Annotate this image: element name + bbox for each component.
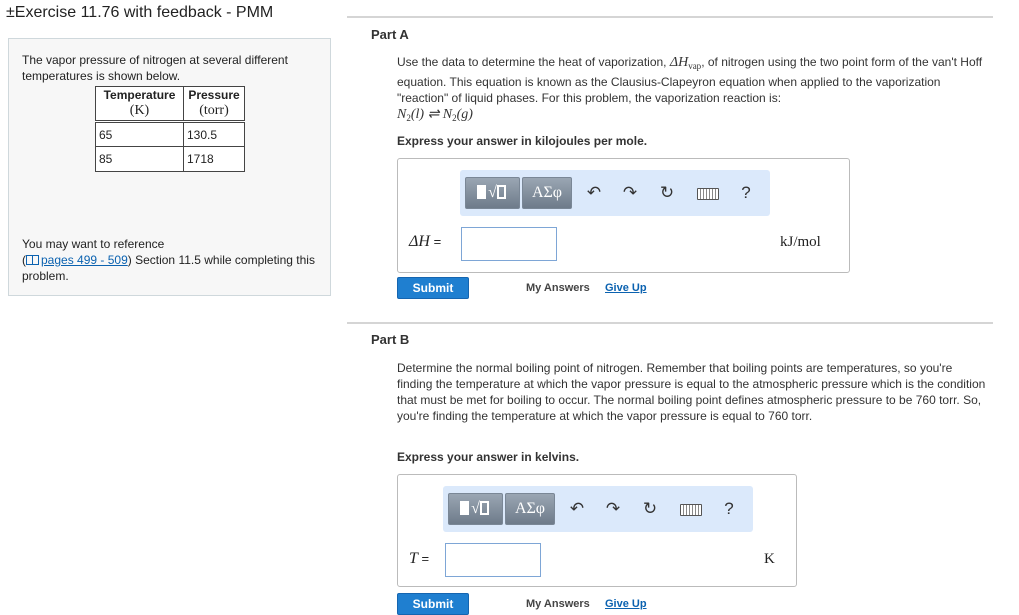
undo-icon[interactable]: ↶ [586,183,602,202]
templates-icon [477,185,486,199]
greek-symbols-button[interactable]: ΑΣφ [522,177,572,209]
table-cell: 85 [96,147,184,172]
part-b-give-up-link[interactable]: Give Up [605,598,647,610]
book-icon [26,255,39,265]
table-header-row [96,87,245,122]
part-b-express: Express your answer in kelvins. [397,450,580,464]
part-b-answer-box [397,474,797,587]
part-a-submit-button[interactable]: Submit [397,277,469,299]
greek-symbols-button[interactable]: ΑΣφ [505,493,555,525]
help-icon[interactable]: ? [741,183,751,202]
part-a-answer-box [397,158,850,273]
part-a-my-answers-link[interactable]: My Answers [526,282,590,294]
redo-icon[interactable]: ↷ [605,499,621,518]
math-toolbar [443,486,753,532]
part-b-unit: K [764,551,775,567]
part-b-label: Part B [371,332,410,347]
part-b-submit-button[interactable]: Submit [397,593,469,615]
data-table [95,86,245,172]
part-b-my-answers-link[interactable]: My Answers [526,598,590,610]
table-row [96,122,245,147]
heat-of-vaporization-symbol: $\Delta H_{vap}$ [669,55,702,71]
part-a-give-up-link[interactable]: Give Up [605,282,647,294]
part-b-divider [347,322,993,324]
keyboard-icon[interactable] [680,504,702,516]
templates-icon [460,501,469,515]
part-a-label: Part A [371,27,409,42]
part-a-divider [347,16,993,18]
part-b-answer-input[interactable] [445,543,541,577]
part-a-question: Use the data to determine the heat of vaporization, $\Delta H_{vap}$, of nitrogen using the two point form of the van't Hoff equation. This equation is known as the Clausius-Clapeyron equation when applied to the vaporization "reaction" of liquid phases. For this problem, the vaporization reaction is: $N_2(l)$ ⇌ $N_2(g)$ [397,55,983,123]
part-a-express: Express your answer in kilojoules per mole. [397,134,648,148]
keyboard-icon[interactable] [697,188,719,200]
table-cell: 130.5 [184,122,245,147]
sqrt-icon: √ [488,184,497,201]
page-title: ±Exercise 11.76 with feedback - PMM [6,4,274,21]
reset-icon[interactable]: ↻ [659,183,675,202]
undo-icon[interactable]: ↶ [569,499,585,518]
table-row [96,147,245,172]
info-panel [8,38,331,296]
table-cell: 65 [96,122,184,147]
table-cell: 1718 [184,147,245,172]
part-b-question: Determine the normal boiling point of nitrogen. Remember that boiling points are temperatures, so you're finding the temperature at which the vapor pressure is equal to the atmospheric pressure which is the condition that must be met for boiling to occur. The normal boiling point defines atmospheric pressure to be 760 torr. So, you're finding the temperature at which the vapor pressure is equal to 760 torr. [397,361,986,423]
templates-button[interactable] [448,493,503,525]
part-a-unit: kJ/mol [780,234,821,250]
reference-link[interactable]: pages 499 - 509 [26,253,128,267]
redo-icon[interactable]: ↷ [622,183,638,202]
intro-text: The vapor pressure of nitrogen at several different temperatures is shown below. [22,53,288,83]
part-a-variable: ΔH = [409,233,442,250]
table-header-pressure: Pressure (torr) [184,87,245,122]
part-a-answer-input[interactable] [461,227,557,261]
help-icon[interactable]: ? [724,499,734,518]
reaction-equation: $N_2(l)$ ⇌ $N_2(g)$ [397,107,473,123]
part-b-variable: T = [409,550,430,567]
math-toolbar [460,170,770,216]
reset-icon[interactable]: ↻ [642,499,658,518]
table-header-temperature: Temperature (K) [96,87,184,122]
templates-button[interactable] [465,177,520,209]
sqrt-icon: √ [471,500,480,517]
reference-text: You may want to reference ( pages 499 - 509) Section 11.5 while completing this problem. [22,237,315,283]
